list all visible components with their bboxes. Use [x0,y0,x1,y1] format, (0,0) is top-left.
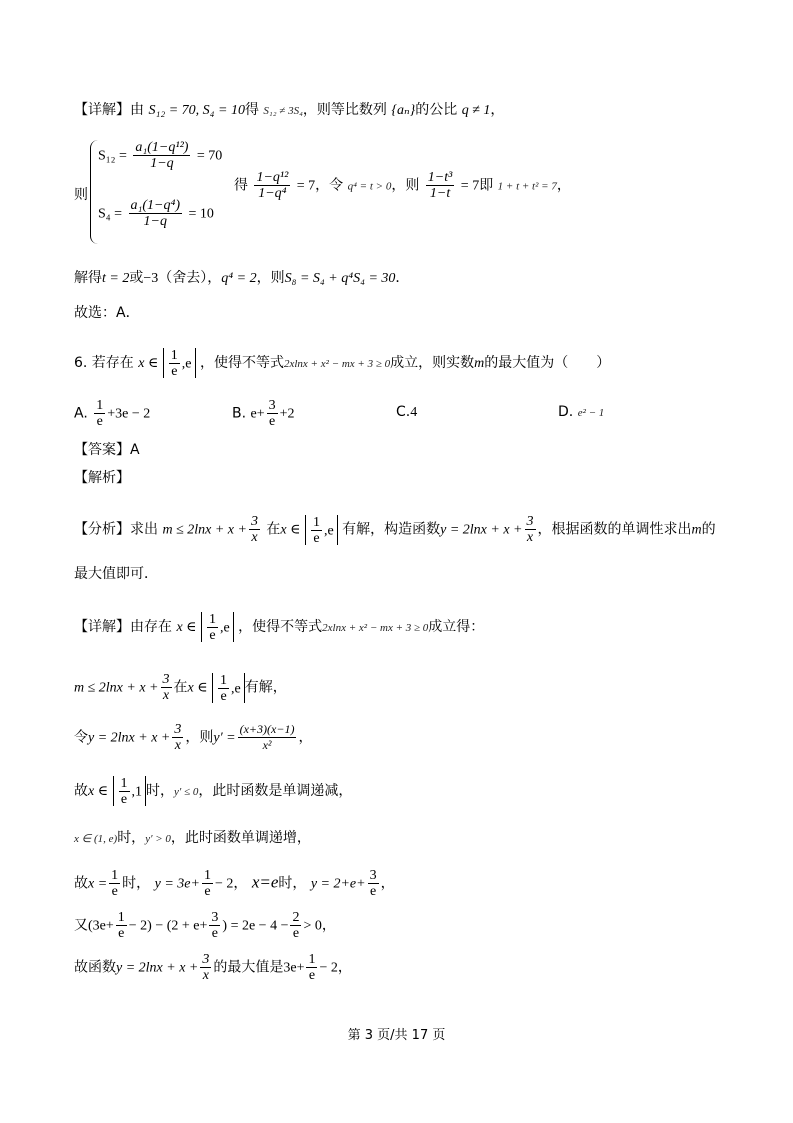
math: y′ ≤ 0 [174,786,199,798]
fenxi-line [74,514,753,545]
detail-line-1 [74,100,753,121]
denominator: e [211,926,219,941]
math: ,e [181,356,192,372]
fraction [119,776,130,807]
fraction [116,910,127,941]
math: 3e+ [283,960,305,976]
numerator: a₁(1−q¹²) [135,140,189,155]
fraction [200,952,211,983]
denominator: e [96,414,103,429]
text: 解得 [74,270,102,286]
text: 即 [479,177,494,194]
math: e² − 1 [577,407,605,419]
fraction [238,722,297,753]
text: 时， [122,875,151,892]
numerator: 1 [170,348,178,363]
math: q⁴ = 2 [221,271,257,286]
denominator: 1−q⁴ [258,186,287,201]
text: ． [395,270,410,286]
option-label: C. [396,404,411,420]
analysis-tag: 【解析】 [74,470,130,486]
interval [163,348,196,378]
option-label: B. [232,405,247,422]
text: ，此时函数是单调递减， [198,783,353,799]
numerator: 1−q¹² [256,170,289,185]
option-label: D. [558,404,574,420]
math: y = 2+e+ [310,876,366,892]
denominator: e [313,530,320,546]
math: +2 [279,406,295,422]
math: ,1 [131,784,143,800]
math: m ≤ 2lnx + x + [162,522,247,538]
detail-tag: 【详解】 [74,619,130,635]
numerator: 3 [250,514,258,529]
denominator: e [111,884,118,899]
text: 或 [129,270,144,286]
denominator: e [118,926,125,941]
denominator: e [204,884,211,899]
numerator: 1 [120,776,128,791]
detail-line-d6 [74,910,753,941]
interval [212,673,245,703]
answer-tag: 【答案】 [74,442,130,458]
fraction [525,514,536,545]
math: 1 + t + t² = 7 [497,180,557,193]
fraction [290,910,301,941]
text: 成立得： [428,619,485,635]
fraction [306,952,317,983]
math: x ∈ [138,356,159,371]
numerator: 1 [220,672,228,688]
text: ， [233,875,248,892]
text: ，令 [315,177,344,194]
option-d[interactable] [558,404,604,420]
text: ，使得不等式 [199,355,284,371]
system-line-2 [98,198,214,229]
fraction [254,170,290,201]
text: 时， [146,783,175,799]
text: ，使得不等式 [238,619,323,635]
denominator: x [526,530,534,545]
numerator: 1 [308,952,316,967]
text: 又 [74,917,88,934]
math: y′ > 0 [145,833,171,845]
numerator: 3 [369,868,377,883]
detail-line-d2 [74,722,753,753]
text: 故 [74,783,88,799]
page-footer: 第 3 页/共 17 页 [347,1028,446,1043]
fraction [207,612,218,643]
numerator: 1 [96,398,104,413]
fraction [209,910,220,941]
text: ，则 [185,729,214,746]
fraction [249,514,260,545]
math: ,e [323,523,334,538]
numerator: (x+3)(x−1) [239,722,295,736]
denominator: 1−t [429,186,451,201]
numerator: 3 [202,952,210,967]
text: 的最大值是 [213,959,284,976]
math: m ≤ 2lnx + x + [74,680,159,696]
text: ， [490,102,505,118]
math: y = 3e+ [154,876,200,892]
text: 在 [173,679,188,696]
numerator: 1−t³ [427,170,453,185]
text: 由 [130,102,144,118]
detail-line-d1 [74,672,753,703]
math: m [474,356,485,371]
text: 最大值即可． [74,566,158,582]
question-6 [74,348,753,378]
text: 由存在 [130,619,172,635]
option-b[interactable] [232,398,295,429]
text: 有解，构造函数 [342,521,441,538]
math: − 2 [319,960,338,976]
text: 得 [244,102,259,118]
numerator: a₁(1−q⁴) [130,198,181,213]
text: ， [298,729,313,746]
system-line-1 [98,140,222,171]
numerator: 3 [211,910,219,925]
denominator: x² [262,738,272,752]
math: ,e [219,620,230,636]
fraction [267,398,278,429]
text: 得 [234,177,248,194]
text: ，则 [391,177,420,194]
detail-line-d3 [74,776,753,806]
text: （舍去）， [158,270,222,286]
text: 求出 [130,521,158,538]
math: m [691,522,702,538]
option-a[interactable] [74,398,150,429]
text: 时， [278,875,307,892]
math: −3 [143,271,159,286]
detail-start [74,612,753,642]
math: x ∈ [187,680,208,696]
system-result [234,170,571,201]
math: x ∈ [88,784,109,799]
fraction [172,722,183,753]
math: x = [88,876,108,892]
denominator: e [120,792,128,807]
math: 4 [410,405,418,420]
choose-line [74,303,753,323]
text: 的 [701,521,716,538]
math: 2xlnx + x² − mx + 3 ≥ 0 [322,622,429,634]
text: 故 [74,875,88,892]
fraction [129,198,183,229]
analysis-line [74,468,753,488]
option-label: A. [74,405,88,422]
text: ，则等比数列 [302,102,387,118]
math: q⁴ = t > 0 [347,180,392,193]
math: x=e [251,872,279,892]
text: ， [556,177,571,194]
text: 故选：A． [74,305,140,321]
denominator: 1−q [150,156,174,171]
text: 故函数 [74,959,116,976]
math: y = 2lnx + x + [88,730,171,746]
text: 的最大值为（ ） [484,355,611,371]
math: +3e − 2 [107,406,151,422]
fraction [133,140,190,171]
math: − 2) − (2 + e+ [128,918,208,934]
detail-line-d7 [74,952,753,983]
fraction [109,868,120,899]
fraction [169,348,180,379]
text: ， [321,917,336,934]
text: 成立，则实数 [390,355,475,371]
math: (3e+ [88,918,114,934]
interval [113,776,147,806]
text: 有解， [244,679,287,696]
math-ineq: S₁₂ ≠ 3S₄ [263,105,303,117]
math: = 7 [460,178,480,194]
fraction [426,170,455,201]
math: e+ [250,406,265,422]
math: − 2 [214,876,234,892]
math: x ∈ [280,522,301,538]
denominator: 1−q [143,214,167,229]
math: = 70 [196,148,223,164]
denominator: e [209,628,216,643]
math-eq: S₁₂ = 70, S₄ = 10 [148,103,245,118]
math: x ∈ [176,620,197,635]
detail-line-d5 [74,868,753,899]
fraction [311,515,322,546]
denominator: e [269,414,276,429]
math: = 7 [296,178,316,194]
math: 2xlnx + x² − mx + 3 ≥ 0 [283,358,391,370]
text: 令 [74,729,88,746]
text: ，根据函数的单调性求出 [537,521,692,538]
math: = 10 [188,206,214,222]
denominator: e [370,884,377,899]
math: y′ = [213,730,236,746]
math: t = 2 [102,271,130,286]
math: y = 2lnx + x + [116,960,199,976]
numerator: 3 [268,398,276,413]
text: 时， [117,830,146,846]
numerator: 3 [526,514,534,529]
fraction [218,673,229,704]
numerator: 3 [162,672,170,687]
denominator: e [220,688,227,704]
fraction [202,868,213,899]
detail-line-d4 [74,828,753,849]
numerator: 2 [292,910,300,925]
numerator: 1 [208,612,216,627]
math: S₁₂ = [98,148,127,164]
denominator: e [308,968,316,983]
fraction [161,672,172,703]
answer-line [74,440,753,460]
interval [201,612,234,642]
text-ze: 则 [74,187,88,203]
text: ， [380,875,395,892]
option-c[interactable] [396,404,417,421]
text: ，此时函数单调递增， [170,830,311,846]
numerator: 1 [111,868,119,883]
math: S₄ = [98,206,123,222]
fenxi-line-2 [74,564,753,584]
fraction [94,398,105,429]
numerator: 1 [117,910,125,925]
math: S₈ = S₄ + q⁴S₄ = 30 [284,271,396,286]
interval [305,515,338,545]
denominator: e [171,364,178,379]
math-seq: {aₙ} [391,103,416,118]
math: ) = 2e − 4 − [222,918,289,934]
numerator: 1 [312,514,320,530]
text: 的公比 [415,102,458,118]
answer-value: A [130,442,140,458]
math: x ∈ (1, e) [74,833,118,845]
fraction [368,868,379,899]
math: ,e [231,681,241,696]
math: > 0 [303,918,322,934]
fenxi-tag: 【分析】 [74,521,130,538]
denominator: x [162,688,170,703]
detail-tag: 【详解】 [74,102,130,118]
denominator: x [174,738,181,753]
math-q: q ≠ 1 [461,103,491,118]
math: y = 2lnx + x + [440,522,523,538]
denominator: e [292,926,300,941]
denominator: x [202,968,209,983]
text: 在 [266,521,281,538]
question-number: 6. 若存在 [74,355,134,371]
text: ， [337,959,352,976]
denominator: x [251,530,258,545]
numerator: 3 [174,722,182,737]
solve-line [74,268,753,289]
text: ，则 [256,270,285,286]
numerator: 1 [203,868,211,883]
